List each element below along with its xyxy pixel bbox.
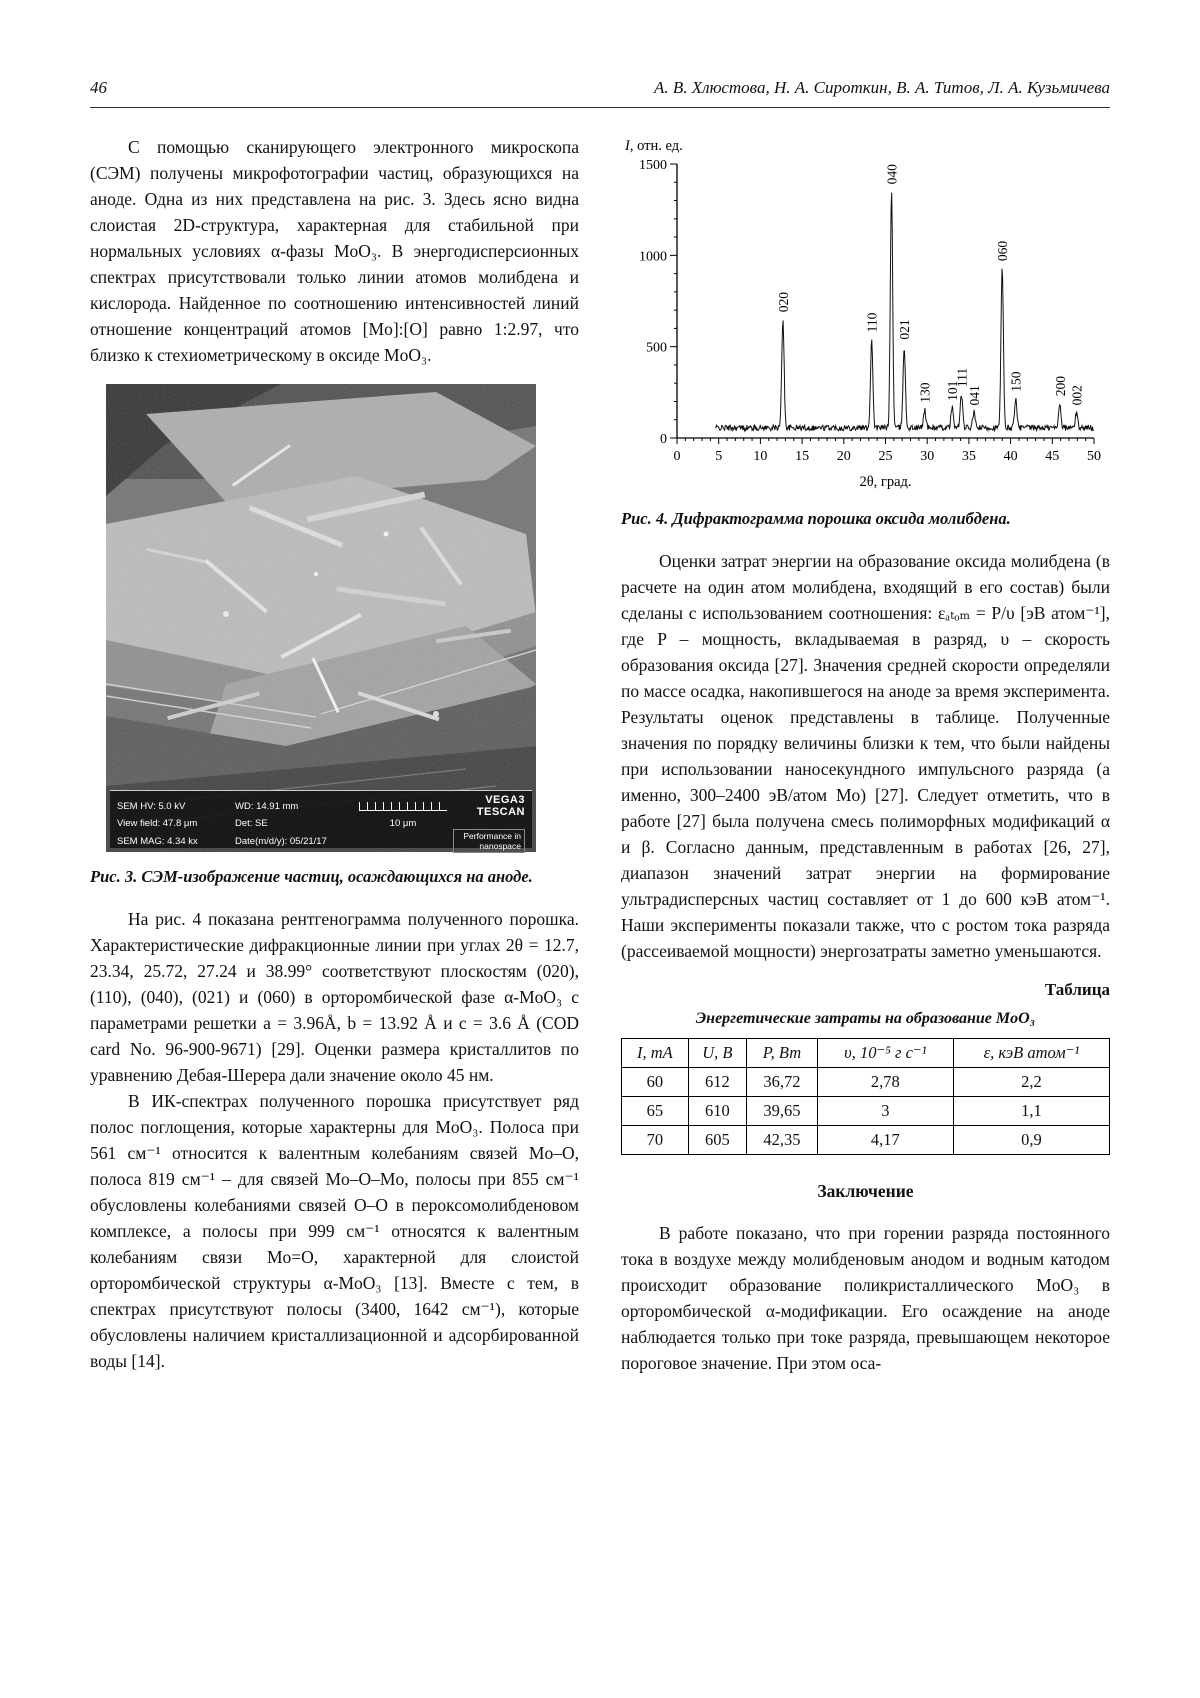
energy-table	[621, 1038, 1110, 1155]
xrd-chart	[621, 134, 1110, 494]
page-header	[90, 78, 1110, 108]
sem-image	[106, 384, 536, 852]
table-header: I, mA	[622, 1039, 689, 1068]
sem-mag-label: SEM MAG: 4.34 kx	[117, 835, 198, 847]
svg-text:2θ, град.: 2θ, град.	[859, 474, 912, 490]
svg-text:1500: 1500	[639, 158, 667, 173]
sem-det-label: Det: SE	[235, 818, 268, 829]
svg-text:5: 5	[715, 449, 723, 464]
sem-viewfield-label: View field: 47.8 μm	[117, 818, 198, 829]
table-label: Таблица	[1044, 980, 1110, 999]
table-row	[622, 1068, 1110, 1097]
svg-text:50: 50	[1087, 449, 1101, 464]
table-row	[622, 1097, 1110, 1126]
svg-text:021: 021	[897, 319, 913, 340]
table-cell: 42,35	[747, 1126, 818, 1155]
table-header: U, В	[688, 1039, 746, 1068]
sem-figure	[106, 384, 536, 852]
svg-text:45: 45	[1045, 449, 1060, 464]
svg-text:111: 111	[954, 367, 970, 388]
svg-text:30: 30	[920, 449, 935, 464]
sem-scale-ruler	[359, 802, 447, 811]
conclusion-heading: Заключение	[817, 1181, 914, 1201]
table-cell: 1,1	[953, 1097, 1109, 1126]
authors-line: А. В. Хлюстова, Н. А. Сироткин, В. А. Титов, Л. А. Кузьмичева	[654, 78, 1110, 97]
svg-text:0: 0	[660, 432, 667, 447]
table-cell: 612	[688, 1068, 746, 1097]
svg-text:40: 40	[1003, 449, 1018, 464]
table-header: P, Вт	[747, 1039, 818, 1068]
right-column	[621, 134, 1110, 1376]
sem-hv-label: SEM HV: 5.0 kV	[117, 800, 186, 812]
svg-text:110: 110	[864, 312, 880, 333]
table-cell: 39,65	[747, 1097, 818, 1126]
svg-text:002: 002	[1069, 385, 1085, 406]
table-row	[622, 1126, 1110, 1155]
paragraph: В работе показано, что при горении разряда постоянного тока в воздухе между молибденовым анодом и водным катодом происходит образование поликристаллического MoO₃ в орторомбической α-модификации. Его осаждение на аноде наблюдается только при токе разряда, превышающем некоторое пороговое значение. При этом оса-	[621, 1223, 1110, 1373]
fig3-caption: Рис. 3. СЭМ-изображение частиц, осаждающихся на аноде.	[90, 867, 533, 886]
table-cell: 65	[622, 1097, 689, 1126]
table-cell: 4,17	[817, 1126, 953, 1155]
svg-text:130: 130	[917, 382, 933, 403]
table-cell: 3	[817, 1097, 953, 1126]
table-header: υ, 10⁻⁵ г с⁻¹	[817, 1039, 953, 1068]
xrd-chart-figure	[621, 134, 1110, 494]
sem-info-bar	[110, 790, 532, 851]
paragraph: В ИК-спектрах полученного порошка присутствует ряд полос поглощения, которые характерны для MoO₃. Полоса при 561 см⁻¹ относится к валентным колебаниям связей Mo–O, полоса 819 см⁻¹ – для связей Mo–O–Mo, полосы при 855 см⁻¹ обусловлены колебаниями связей O–O в пероксомолибденовом комплексе, а полосы при 999 см⁻¹ относятся к валентным колебаниям связи Mo=O, характерной для слоистой орторомбической структуры α-MoO₃ [13]. Вместе с тем, в спектрах присутствуют полосы (3400, 1642 см⁻¹), которые обусловлены наличием кристаллизационной и адсорбированной воды [14].	[90, 1091, 579, 1371]
svg-text:I, отн. ед.: I, отн. ед.	[625, 138, 683, 154]
table-header: ε, кэВ атом⁻¹	[953, 1039, 1109, 1068]
sem-scale-label: 10 μm	[389, 818, 417, 829]
svg-text:15: 15	[795, 449, 810, 464]
svg-text:1000: 1000	[639, 249, 667, 265]
table-title: Энергетические затраты на образование MoO₃	[695, 1010, 1036, 1027]
table-cell: 36,72	[747, 1068, 818, 1097]
table-cell: 605	[688, 1126, 746, 1155]
table-cell: 70	[622, 1126, 689, 1155]
left-column	[90, 134, 579, 1376]
svg-text:500: 500	[646, 340, 667, 356]
svg-text:040: 040	[884, 164, 900, 185]
svg-text:25: 25	[878, 449, 893, 464]
svg-text:200: 200	[1052, 376, 1068, 397]
svg-text:20: 20	[836, 449, 851, 464]
table-cell: 60	[622, 1068, 689, 1097]
svg-text:060: 060	[995, 240, 1011, 262]
page-number: 46	[90, 78, 107, 97]
paragraph: На рис. 4 показана рентгенограмма полученного порошка. Характеристические дифракционные линии при углах 2θ = 12.7, 23.34, 25.72, 27.24 и 38.99° соответствуют плоскостям (020), (110), (040), (021) и (060) в орторомбической фазе α-MoO₃ с параметрами решетки a = 3.96Å, b = 13.92 Å и c = 3.6 Å (COD card No. 96-900-9671) [29]. Оценки размера кристаллитов по уравнению Дебая-Шерера дали значение около 45 нм.	[90, 909, 579, 1085]
svg-text:041: 041	[966, 385, 982, 406]
sem-wd-label: WD: 14.91 mm	[235, 800, 299, 812]
table-header-row	[622, 1039, 1110, 1068]
fig4-caption: Рис. 4. Дифрактограмма порошка оксида молибдена.	[621, 509, 1011, 528]
sem-tagline: Performance in nanospace	[453, 829, 525, 853]
svg-text:020: 020	[775, 292, 791, 313]
table-cell: 610	[688, 1097, 746, 1126]
table-cell: 0,9	[953, 1126, 1109, 1155]
table-cell: 2,2	[953, 1068, 1109, 1097]
svg-text:150: 150	[1008, 371, 1024, 392]
svg-text:10: 10	[753, 449, 768, 464]
svg-text:101: 101	[945, 380, 961, 401]
svg-text:0: 0	[673, 449, 681, 464]
paragraph: Оценки затрат энергии на образование оксида молибдена (в расчете на один атом молибдена, входящий в его состав) были сделаны с использованием соотношения: εₐₜₒₘ = P/υ [эВ атом⁻¹], где P – мощность, вкладываемая в разряд, υ – скорость образования оксида [27]. Значения средней скорости определяли по массе осадка, накопившегося на аноде за время эксперимента. Результаты оценок представлены в таблице. Полученные значения по порядку величины близки к тем, что были найдены при использовании наносекундного импульсного разряда (а именно, 300–2400 эВ/атом Mo) [27]. Следует отметить, что в работе [27] была получена смесь полиморфных модификаций α и β. Согласно данным, представленным в работах [26, 27], диапазон значений затрат энергии на формирование ультрадисперсных частиц составляет от 1 до 600 кэВ атом⁻¹. Наши эксперименты показали также, что с ростом тока разряда (рассеиваемой мощности) энергозатраты заметно уменьшаются.	[621, 551, 1110, 961]
paragraph: С помощью сканирующего электронного микроскопа (СЭМ) получены микрофотографии частиц, образующихся на аноде. Одна из них представлена на рис. 3. Здесь ясно видна слоистая 2D-структура, характерная для стабильной при нормальных условиях α-фазы MoO₃. В энергодисперсионных спектрах присутствовали только линии атомов молибдена и кислорода. Найденное по соотношению интенсивностей линий отношение концентраций атомов [Mo]:[O] равно 1:2.97, что близко к стехиометрическому в оксиде MoO₃.	[90, 137, 579, 365]
table-cell: 2,78	[817, 1068, 953, 1097]
sem-date-label: Date(m/d/y): 05/21/17	[235, 835, 327, 847]
svg-text:35: 35	[961, 449, 976, 464]
sem-brand-logo: VEGA3 TESCAN	[476, 794, 525, 818]
